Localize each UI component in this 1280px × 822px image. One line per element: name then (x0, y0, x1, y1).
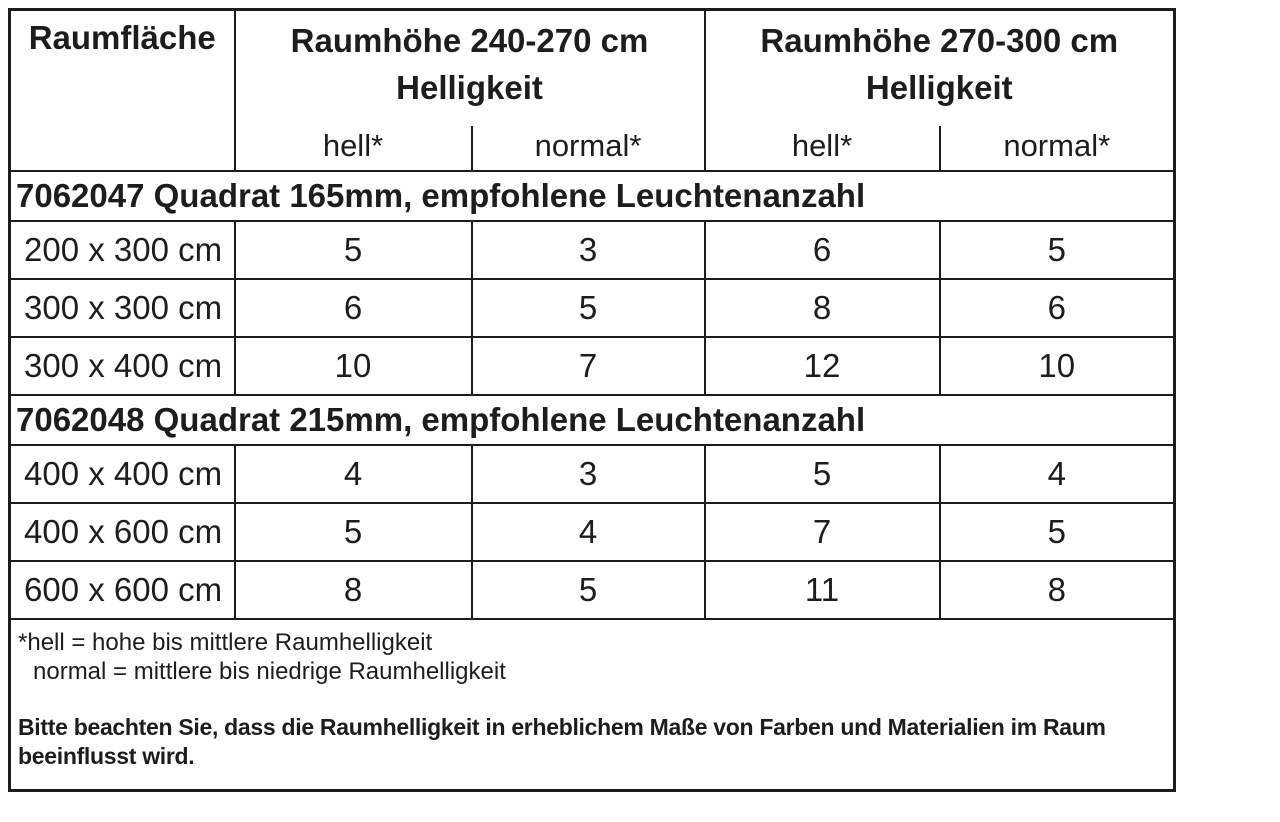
value-cell: 5 (235, 503, 472, 561)
subheader-normal-1: normal* (472, 126, 705, 171)
value-cell: 5 (472, 561, 705, 619)
table-row (10, 337, 1175, 395)
value-cell: 12 (705, 337, 940, 395)
row-label: 200 x 300 cm (10, 221, 235, 279)
value-cell: 5 (235, 221, 472, 279)
table-row (10, 221, 1175, 279)
column-group-240-270 (235, 10, 705, 126)
subheader-hell-2: hell* (705, 126, 940, 171)
footer-row (10, 619, 1175, 791)
luminaire-count-table (8, 8, 1176, 792)
table-row (10, 503, 1175, 561)
value-cell: 10 (940, 337, 1175, 395)
value-cell: 5 (472, 279, 705, 337)
value-cell: 4 (940, 445, 1175, 503)
subheader-normal-2: normal* (940, 126, 1175, 171)
value-cell: 3 (472, 221, 705, 279)
value-cell: 11 (705, 561, 940, 619)
row-label: 300 x 300 cm (10, 279, 235, 337)
row-label: 400 x 600 cm (10, 503, 235, 561)
group-title-line1: Raumhöhe 240-270 cm (290, 22, 649, 59)
value-cell: 5 (940, 503, 1175, 561)
section-title-7062048: 7062048 Quadrat 215mm, empfohlene Leuchtenanzahl (10, 395, 1175, 445)
column-header-raumflaeche: Raumfläche (10, 10, 235, 171)
table-row (10, 445, 1175, 503)
value-cell: 10 (235, 337, 472, 395)
row-label: 600 x 600 cm (10, 561, 235, 619)
value-cell: 6 (940, 279, 1175, 337)
value-cell: 6 (235, 279, 472, 337)
subheader-hell-1: hell* (235, 126, 472, 171)
footnote-normal: normal = mittlere bis niedrige Raumhelligkeit (33, 657, 506, 685)
column-group-270-300 (705, 10, 1175, 126)
group-title-line1: Raumhöhe 270-300 cm (760, 22, 1119, 59)
value-cell: 8 (235, 561, 472, 619)
footnote-hell: *hell = hohe bis mittlere Raumhelligkeit (18, 628, 433, 656)
section-header-row (10, 171, 1175, 221)
group-title-line2: Helligkeit (396, 69, 543, 106)
value-cell: 4 (235, 445, 472, 503)
value-cell: 7 (472, 337, 705, 395)
table-row (10, 561, 1175, 619)
row-label: 400 x 400 cm (10, 445, 235, 503)
value-cell: 8 (705, 279, 940, 337)
header-group-row (10, 10, 1175, 126)
value-cell: 5 (940, 221, 1175, 279)
footnote-cell (10, 619, 1175, 791)
row-label: 300 x 400 cm (10, 337, 235, 395)
value-cell: 3 (472, 445, 705, 503)
value-cell: 7 (705, 503, 940, 561)
value-cell: 8 (940, 561, 1175, 619)
table-row (10, 279, 1175, 337)
section-title-7062047: 7062047 Quadrat 165mm, empfohlene Leuchtenanzahl (10, 171, 1175, 221)
value-cell: 4 (472, 503, 705, 561)
group-title-line2: Helligkeit (865, 69, 1013, 106)
section-header-row (10, 395, 1175, 445)
brightness-note: Bitte beachten Sie, dass die Raumhelligkeit in erheblichem Maße von Farben und Materialien im Raum beeinflusst wird. (18, 713, 1106, 769)
value-cell: 6 (705, 221, 940, 279)
value-cell: 5 (705, 445, 940, 503)
